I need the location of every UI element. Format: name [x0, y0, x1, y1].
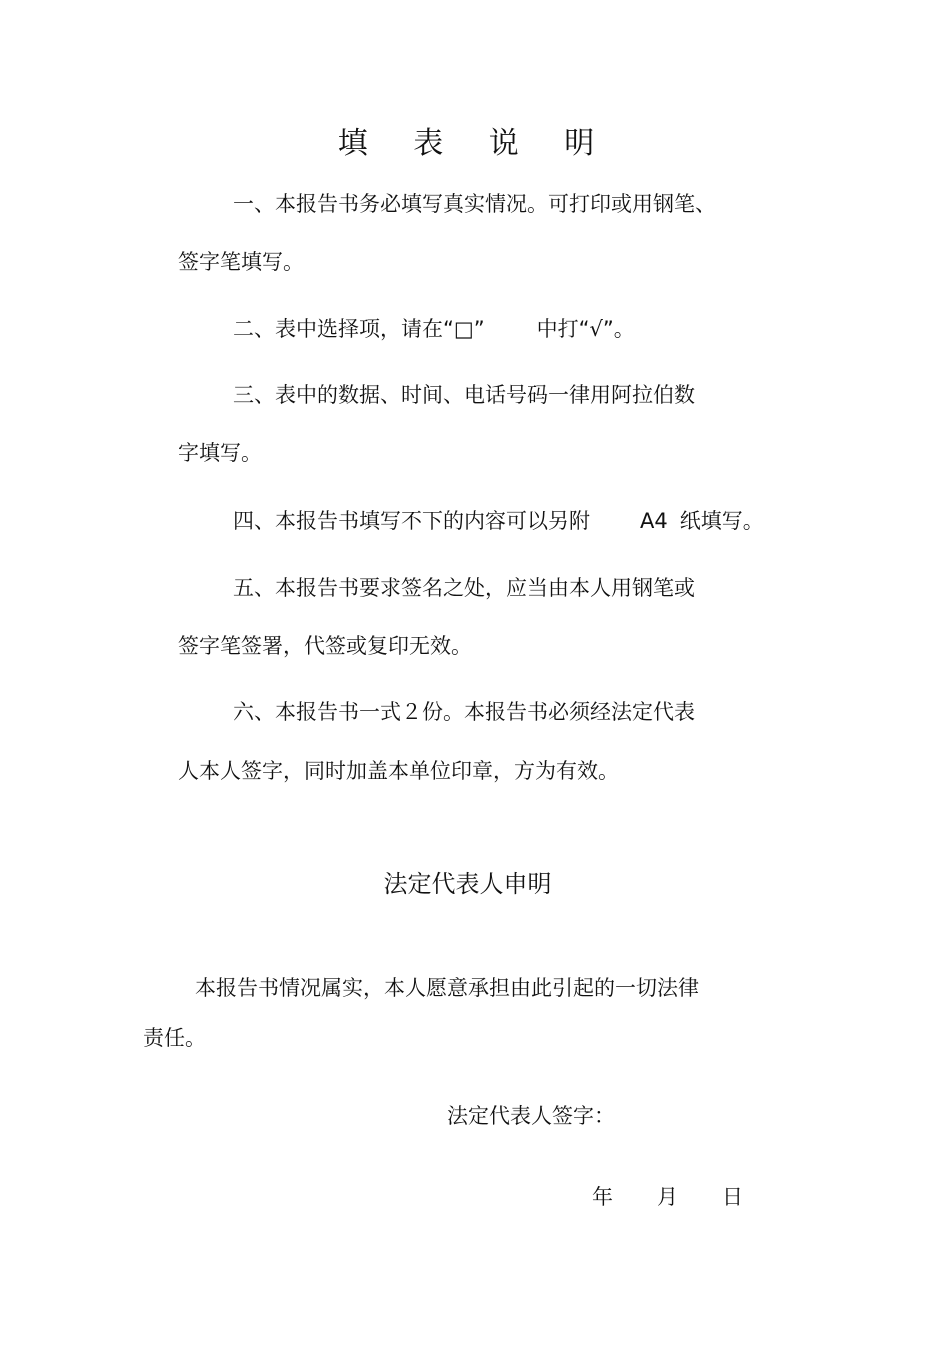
item5-line1: 五、本报告书要求签名之处，应当由本人用钢笔或 [233, 576, 695, 600]
signature-label: 法定代表人签字： [447, 1104, 615, 1128]
declaration-body-line2: 责任。 [143, 1026, 206, 1050]
item6-line1: 六、本报告书一式２份。本报告书必须经法定代表 [233, 700, 695, 724]
day-label: 日 [722, 1185, 743, 1209]
item4-paper-size: A4 [640, 509, 668, 533]
item4-line [233, 507, 764, 535]
item1-line2: 签字笔填写。 [178, 250, 304, 274]
item3-line1: 三、表中的数据、时间、电话号码一律用阿拉伯数 [233, 383, 695, 407]
item2-part2: 中打“√”。 [536, 317, 635, 341]
item1-line1: 一、本报告书务必填写真实情况。可打印或用钢笔、 [233, 192, 716, 216]
declaration-title: 法定代表人申明 [383, 870, 552, 898]
item3-line2: 字填写。 [178, 441, 262, 465]
item5-line2: 签字笔签署，代签或复印无效。 [178, 634, 472, 658]
month-label: 月 [657, 1185, 678, 1209]
item2-part1: 二、表中选择项，请在“□” [233, 317, 485, 341]
year-label: 年 [592, 1185, 613, 1209]
item4-part1: 四、本报告书填写不下的内容可以另附 [233, 509, 590, 533]
date-line [592, 1183, 743, 1211]
item4-part3: 纸填写。 [679, 509, 764, 533]
instructions-title: 填 表 说 明 [337, 126, 613, 161]
item2-line [233, 315, 635, 343]
item6-line2: 人本人签字，同时加盖本单位印章，方为有效。 [178, 759, 619, 783]
declaration-body-line1: 本报告书情况属实，本人愿意承担由此引起的一切法律 [195, 976, 699, 1000]
